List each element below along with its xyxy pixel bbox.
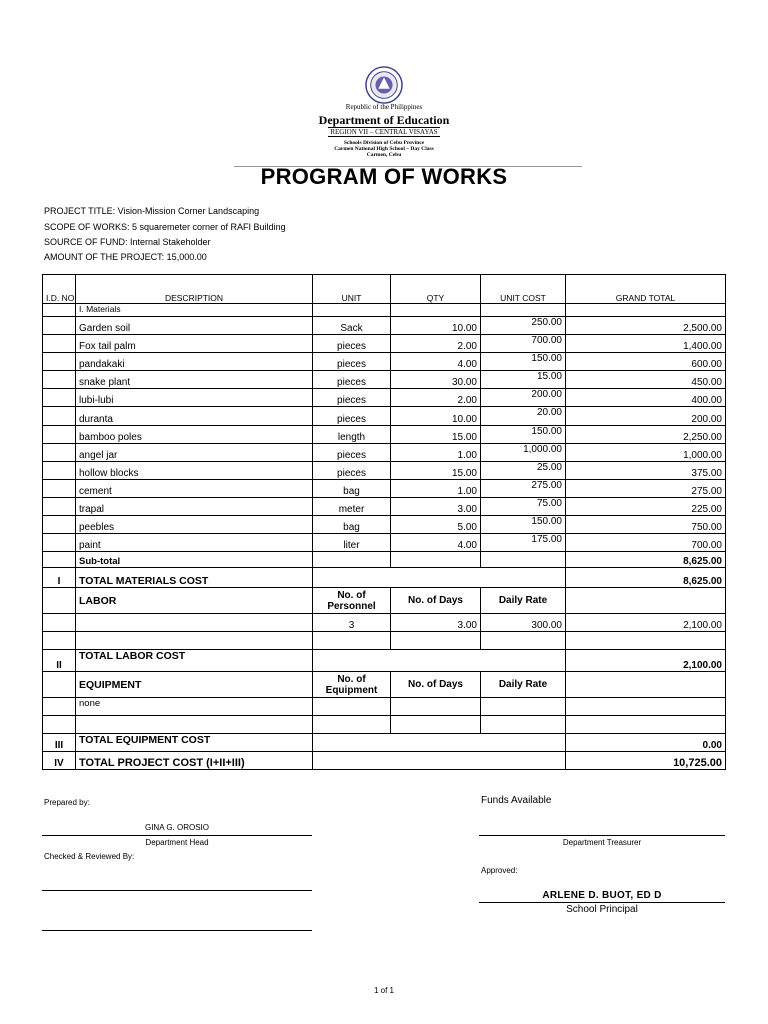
- treasurer-role: Department Treasurer: [562, 838, 642, 847]
- prepared-by-label: Prepared by:: [44, 798, 90, 807]
- item-description: trapal: [76, 497, 313, 515]
- page-number: 1 of 1: [373, 986, 394, 995]
- item-unit-cost: 150.00: [481, 516, 566, 534]
- item-grand-total: 400.00: [566, 389, 726, 407]
- materials-label: I. Materials: [76, 304, 313, 317]
- total-labor-row: [43, 650, 726, 672]
- item-unit-cost: 75.00: [481, 497, 566, 515]
- item-unit: length: [313, 425, 391, 443]
- row-id: [43, 516, 76, 534]
- labor-personnel-header: No. of Personnel: [313, 588, 391, 614]
- total-equipment-label: TOTAL EQUIPMENT COST: [76, 734, 313, 752]
- item-unit-cost: 25.00: [481, 461, 566, 479]
- col-unit: UNIT: [313, 275, 391, 304]
- item-grand-total: 600.00: [566, 353, 726, 371]
- labor-rate: 300.00: [481, 614, 566, 632]
- labor-header-row: [43, 588, 726, 614]
- total-materials-row: [43, 568, 726, 588]
- item-unit: pieces: [313, 407, 391, 425]
- department-line: Department of Education: [318, 113, 450, 127]
- item-grand-total: 1,000.00: [566, 443, 726, 461]
- item-unit: bag: [313, 479, 391, 497]
- item-description: pandakaki: [76, 353, 313, 371]
- row-id: [43, 461, 76, 479]
- row-id: [43, 335, 76, 353]
- item-unit-cost: 150.00: [481, 353, 566, 371]
- item-grand-total: 375.00: [566, 461, 726, 479]
- labor-days-header: No. of Days: [391, 588, 481, 614]
- item-description: bamboo poles: [76, 425, 313, 443]
- item-description: lubi-lubi: [76, 389, 313, 407]
- page-title: PROGRAM OF WORKS: [260, 164, 508, 189]
- item-description: angel jar: [76, 443, 313, 461]
- item-qty: 10.00: [391, 407, 481, 425]
- item-description: snake plant: [76, 371, 313, 389]
- division-line: Schools Division of Cebu Province: [343, 140, 425, 146]
- equipment-empty-row: [43, 716, 726, 734]
- item-qty: 4.00: [391, 534, 481, 552]
- labor-days: 3.00: [391, 614, 481, 632]
- program-of-works-table: [42, 274, 726, 770]
- second-checker-signature-line: [42, 930, 312, 931]
- table-row: [43, 371, 726, 389]
- col-unit-cost: UNIT COST: [481, 275, 566, 304]
- treasurer-signature-line: [479, 835, 725, 836]
- item-unit: pieces: [313, 461, 391, 479]
- equipment-rate-header: Daily Rate: [481, 672, 566, 698]
- table-row: [43, 353, 726, 371]
- item-description: Garden soil: [76, 317, 313, 335]
- labor-label: LABOR: [76, 588, 313, 614]
- item-qty: 15.00: [391, 461, 481, 479]
- item-description: peebles: [76, 516, 313, 534]
- total-project-id: IV: [43, 752, 76, 770]
- total-labor-value: 2,100.00: [566, 650, 726, 672]
- item-qty: 1.00: [391, 443, 481, 461]
- subtotal-value: 8,625.00: [566, 552, 726, 568]
- item-qty: 5.00: [391, 516, 481, 534]
- subtotal-row: [43, 552, 726, 568]
- item-description: paint: [76, 534, 313, 552]
- table-row: [43, 461, 726, 479]
- item-unit-cost: 175.00: [481, 534, 566, 552]
- region-line: REGION VII – CENTRAL VISAYAS: [330, 128, 438, 136]
- total-project-value: 10,725.00: [566, 752, 726, 770]
- item-description: cement: [76, 479, 313, 497]
- item-qty: 15.00: [391, 425, 481, 443]
- item-unit: liter: [313, 534, 391, 552]
- total-labor-id: II: [43, 650, 76, 672]
- scope-of-works: SCOPE OF WORKS: 5 squaremeter corner of RAFI Building: [44, 222, 286, 232]
- table-row: [43, 317, 726, 335]
- table-row: [43, 407, 726, 425]
- item-unit-cost: 20.00: [481, 407, 566, 425]
- total-equipment-value: 0.00: [566, 734, 726, 752]
- preparer-role: Department Head: [145, 838, 209, 847]
- total-equipment-id: III: [43, 734, 76, 752]
- item-unit-cost: 275.00: [481, 479, 566, 497]
- col-id: I.D. NO: [43, 275, 76, 304]
- col-grand-total: GRAND TOTAL: [566, 275, 726, 304]
- item-unit-cost: 250.00: [481, 317, 566, 335]
- equipment-days-header: No. of Days: [391, 672, 481, 698]
- col-description: DESCRIPTION: [76, 275, 313, 304]
- table-row: [43, 534, 726, 552]
- total-materials-label: TOTAL MATERIALS COST: [76, 568, 313, 588]
- item-grand-total: 225.00: [566, 497, 726, 515]
- item-unit: meter: [313, 497, 391, 515]
- preparer-signature-line: [42, 835, 312, 836]
- row-id: [43, 317, 76, 335]
- town-line: Carmen, Cebu: [366, 152, 402, 158]
- item-unit: pieces: [313, 443, 391, 461]
- school-line: Carmen National High School – Day Class: [334, 146, 434, 152]
- approved-label: Approved:: [481, 866, 518, 875]
- equipment-item: none: [76, 698, 313, 716]
- item-unit-cost: 15.00: [481, 371, 566, 389]
- approver-name: ARLENE D. BUOT, ED D: [542, 890, 662, 901]
- labor-total: 2,100.00: [566, 614, 726, 632]
- row-id: [43, 534, 76, 552]
- table-row: [43, 516, 726, 534]
- row-id: [43, 389, 76, 407]
- equipment-count-header: No. of Equipment: [313, 672, 391, 698]
- item-grand-total: 700.00: [566, 534, 726, 552]
- item-unit-cost: 1,000.00: [481, 443, 566, 461]
- item-unit: pieces: [313, 353, 391, 371]
- table-header-row: [43, 275, 726, 304]
- table-row: [43, 443, 726, 461]
- labor-empty-row: [43, 632, 726, 650]
- item-description: hollow blocks: [76, 461, 313, 479]
- subtotal-label: Sub-total: [76, 552, 313, 568]
- col-qty: QTY: [391, 275, 481, 304]
- labor-data-row: [43, 614, 726, 632]
- item-qty: 1.00: [391, 479, 481, 497]
- item-description: duranta: [76, 407, 313, 425]
- table-row: [43, 389, 726, 407]
- item-grand-total: 2,500.00: [566, 317, 726, 335]
- item-unit-cost: 700.00: [481, 335, 566, 353]
- project-amount: AMOUNT OF THE PROJECT: 15,000.00: [44, 252, 207, 262]
- item-unit: pieces: [313, 371, 391, 389]
- total-equipment-row: [43, 734, 726, 752]
- checked-by-label: Checked & Reviewed By:: [44, 852, 135, 861]
- item-unit: pieces: [313, 335, 391, 353]
- item-unit-cost: 200.00: [481, 389, 566, 407]
- total-project-label: TOTAL PROJECT COST (I+II+III): [76, 752, 313, 770]
- item-qty: 30.00: [391, 371, 481, 389]
- approver-role: School Principal: [566, 904, 638, 915]
- item-qty: 2.00: [391, 389, 481, 407]
- table-row: [43, 335, 726, 353]
- equipment-label: EQUIPMENT: [76, 672, 313, 698]
- materials-label-row: [43, 304, 726, 317]
- item-grand-total: 450.00: [566, 371, 726, 389]
- item-unit-cost: 150.00: [481, 425, 566, 443]
- total-project-row: [43, 752, 726, 770]
- item-qty: 4.00: [391, 353, 481, 371]
- row-id: [43, 443, 76, 461]
- approver-signature-line: [479, 902, 725, 903]
- equipment-data-row: [43, 698, 726, 716]
- item-qty: 10.00: [391, 317, 481, 335]
- republic-line: Republic of the Philippines: [345, 103, 423, 111]
- row-id: [43, 479, 76, 497]
- item-qty: 2.00: [391, 335, 481, 353]
- item-grand-total: 1,400.00: [566, 335, 726, 353]
- row-id: [43, 425, 76, 443]
- item-unit: pieces: [313, 389, 391, 407]
- item-grand-total: 2,250.00: [566, 425, 726, 443]
- materials-body: [43, 317, 726, 552]
- table-row: [43, 479, 726, 497]
- project-title: PROJECT TITLE: Vision-Mission Corner Landscaping: [44, 206, 260, 216]
- total-materials-id: I: [43, 568, 76, 588]
- row-id: [43, 371, 76, 389]
- table-row: [43, 497, 726, 515]
- checker-signature-line: [42, 890, 312, 891]
- item-description: Fox tail palm: [76, 335, 313, 353]
- total-labor-label: TOTAL LABOR COST: [76, 650, 313, 672]
- item-grand-total: 200.00: [566, 407, 726, 425]
- row-id: [43, 407, 76, 425]
- item-grand-total: 275.00: [566, 479, 726, 497]
- row-id: [43, 353, 76, 371]
- labor-rate-header: Daily Rate: [481, 588, 566, 614]
- source-of-fund: SOURCE OF FUND: Internal Stakeholder: [44, 237, 211, 247]
- row-id: [43, 497, 76, 515]
- deped-seal-icon: [365, 66, 403, 104]
- item-unit: Sack: [313, 317, 391, 335]
- item-unit: bag: [313, 516, 391, 534]
- item-grand-total: 750.00: [566, 516, 726, 534]
- total-materials-value: 8,625.00: [566, 568, 726, 588]
- funds-available-label: Funds Available: [481, 795, 552, 806]
- item-qty: 3.00: [391, 497, 481, 515]
- table-row: [43, 425, 726, 443]
- equipment-header-row: [43, 672, 726, 698]
- preparer-name: GINA G. OROSIO: [144, 823, 209, 832]
- labor-personnel: 3: [313, 614, 391, 632]
